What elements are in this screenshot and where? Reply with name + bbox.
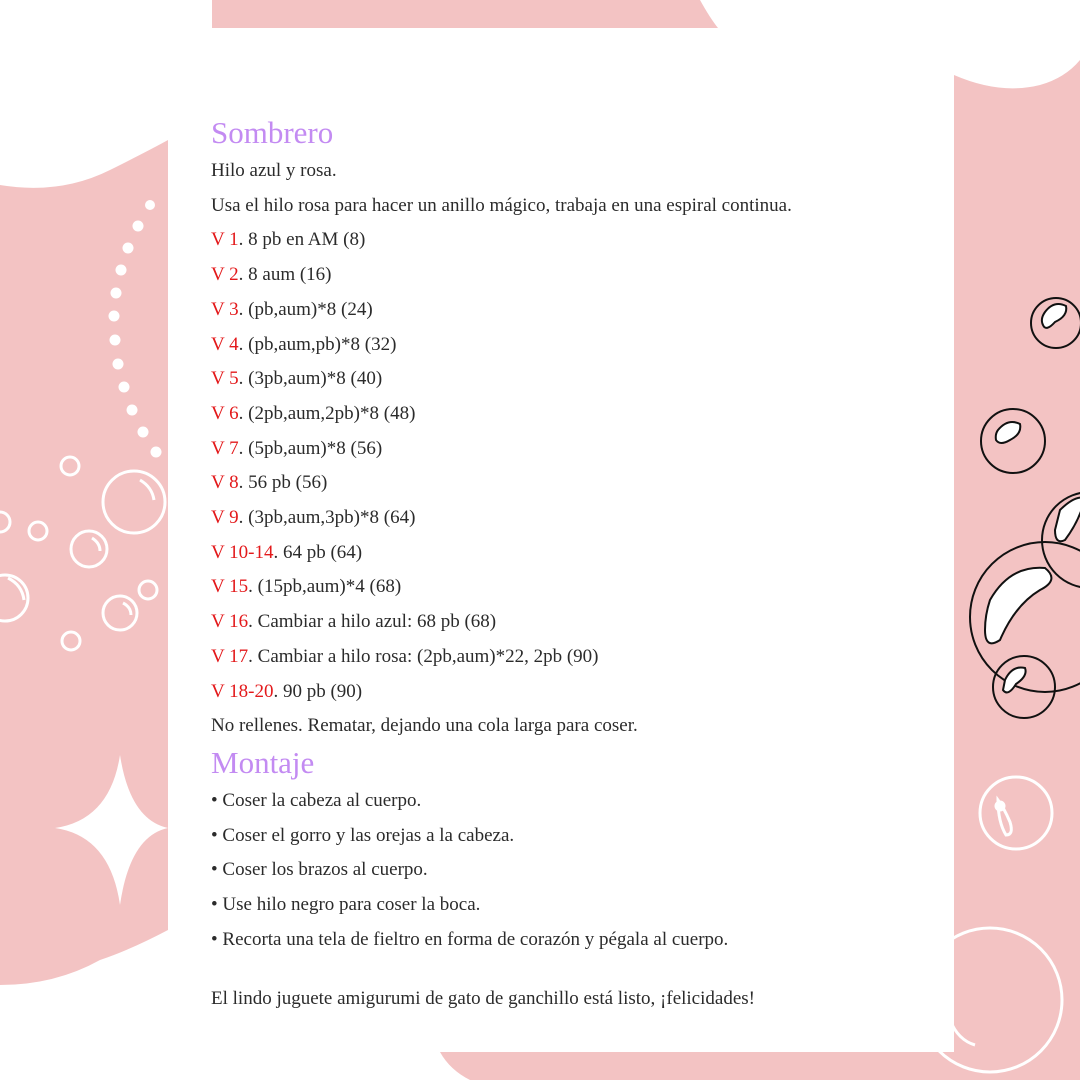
round-text: . 64 pb (64) <box>273 541 363 563</box>
sombrero-heading: Sombrero <box>211 115 334 150</box>
round-label: V 17 <box>211 645 249 667</box>
round-label: V 16 <box>211 611 249 633</box>
bottom-pink-shape <box>440 1052 954 1080</box>
round-line <box>211 223 931 258</box>
round-text: . 8 aum (16) <box>238 264 332 286</box>
round-line <box>211 640 931 675</box>
round-text: . (5pb,aum)*8 (56) <box>238 437 383 459</box>
round-label: V 8 <box>211 472 239 494</box>
round-text: . (3pb,aum)*8 (40) <box>238 368 383 390</box>
round-text: . 56 pb (56) <box>238 472 328 494</box>
round-line <box>211 605 931 640</box>
round-label: V 1 <box>211 229 239 251</box>
round-line <box>211 362 931 397</box>
assembly-step: • Use hilo negro para coser la boca. <box>211 894 481 916</box>
round-line <box>211 536 931 571</box>
round-text: . 90 pb (90) <box>273 680 363 702</box>
assembly-step: • Recorta una tela de fieltro en forma de corazón y pégala al cuerpo. <box>211 928 729 950</box>
closing-line: No rellenes. Rematar, dejando una cola larga para coser. <box>211 715 638 737</box>
assembly-step: • Coser los brazos al cuerpo. <box>211 859 428 881</box>
round-line <box>211 675 931 710</box>
top-pink-shape <box>212 0 718 28</box>
montaje-heading: Montaje <box>211 744 315 780</box>
round-label: V 18-20 <box>211 680 274 702</box>
round-text: . Cambiar a hilo rosa: (2pb,aum)*22, 2pb (90) <box>248 645 599 667</box>
round-label: V 6 <box>211 402 239 424</box>
round-label: V 9 <box>211 507 239 529</box>
final-message: El lindo juguete amigurumi de gato de ganchillo está listo, ¡felicidades! <box>211 988 755 1010</box>
round-label: V 7 <box>211 437 239 459</box>
round-line <box>211 570 931 605</box>
round-label: V 15 <box>211 576 249 598</box>
spacer <box>211 957 931 982</box>
round-line <box>211 397 931 432</box>
round-line <box>211 432 931 467</box>
round-label: V 2 <box>211 264 239 286</box>
round-text: . (3pb,aum,3pb)*8 (64) <box>238 507 416 529</box>
round-label: V 3 <box>211 298 239 320</box>
right-pink-shape <box>954 60 1080 1080</box>
round-line <box>211 258 931 293</box>
assembly-step: • Coser la cabeza al cuerpo. <box>211 789 422 811</box>
round-label: V 10-14 <box>211 541 274 563</box>
round-line <box>211 501 931 536</box>
assembly-step: • Coser el gorro y las orejas a la cabeza. <box>211 824 515 846</box>
round-text: . 8 pb en AM (8) <box>238 229 366 251</box>
round-line <box>211 293 931 328</box>
round-text: . (15pb,aum)*4 (68) <box>248 576 402 598</box>
round-text: . (pb,aum)*8 (24) <box>238 298 373 320</box>
round-line <box>211 466 931 501</box>
round-label: V 4 <box>211 333 239 355</box>
round-text: . Cambiar a hilo azul: 68 pb (68) <box>248 611 497 633</box>
round-label: V 5 <box>211 368 239 390</box>
pattern-content <box>211 114 931 1017</box>
round-text: . (pb,aum,pb)*8 (32) <box>238 333 397 355</box>
round-line <box>211 328 931 363</box>
intro-line: Usa el hilo rosa para hacer un anillo mágico, trabaja en una espiral continua. <box>211 194 792 216</box>
round-text: . (2pb,aum,2pb)*8 (48) <box>238 402 416 424</box>
left-pink-shape <box>0 140 168 985</box>
intro-line: Hilo azul y rosa. <box>211 160 337 181</box>
